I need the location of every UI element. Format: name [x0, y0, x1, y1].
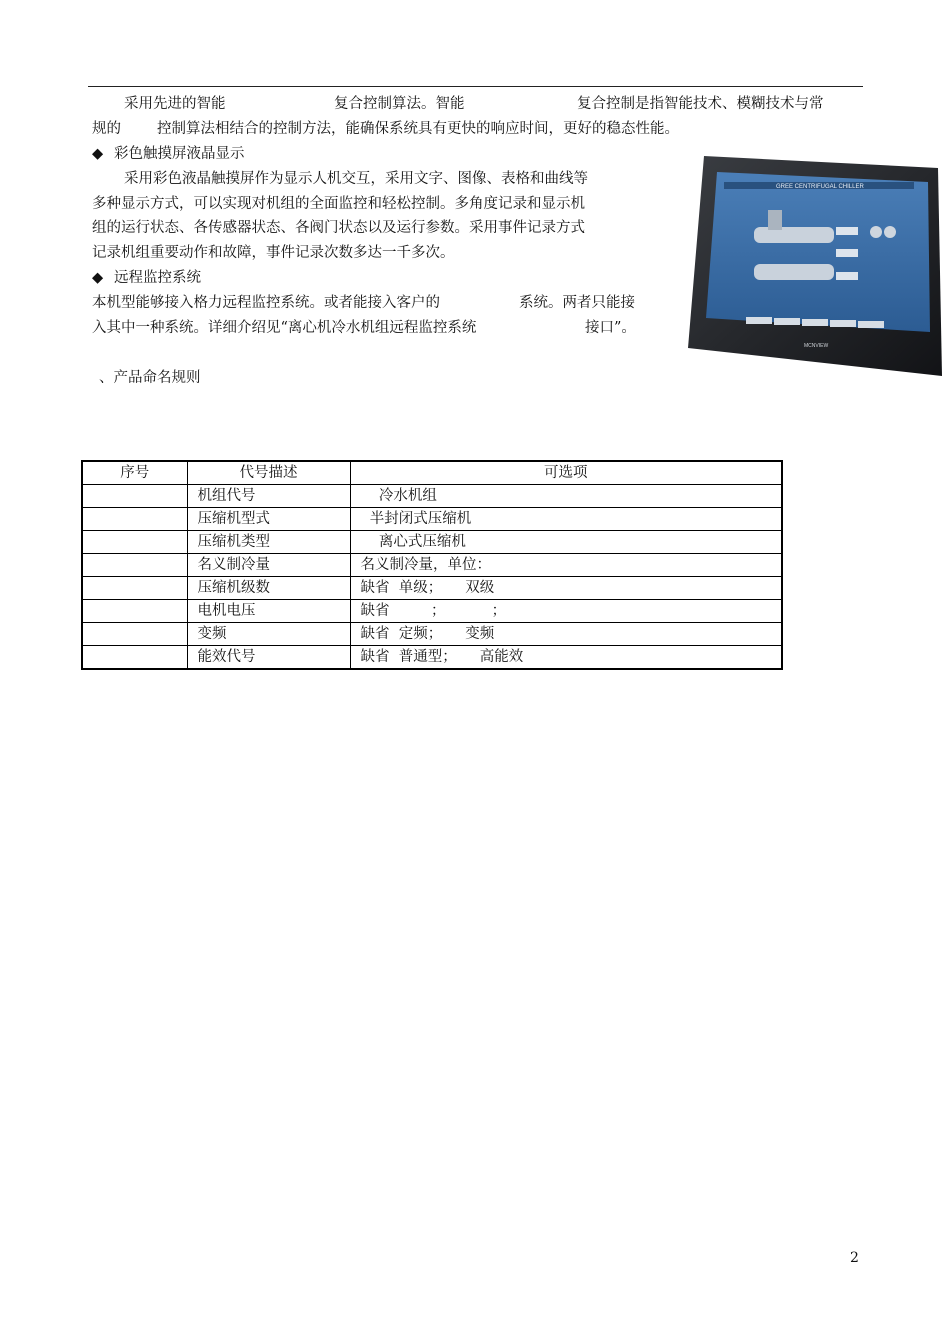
- header-rule: [88, 86, 863, 87]
- table-cell: [82, 554, 187, 577]
- table-header-cell: 可选项: [350, 461, 782, 485]
- table-cell: 压缩机级数: [187, 577, 350, 600]
- remote-line1b: 系统。两者只能接: [519, 295, 635, 311]
- touch-line-4: 记录机组重要动作和故障，事件记录次数多达一千多次。: [92, 245, 455, 261]
- readout-1: [836, 227, 858, 235]
- table-cell: 缺省 单级； 双级: [350, 577, 782, 600]
- para1-line2a: 规的: [92, 121, 121, 137]
- remote-line1a: 本机型能够接入格力远程监控系统。或者能接入客户的: [92, 295, 440, 311]
- remote-heading-text: 远程监控系统: [114, 270, 201, 286]
- para1-line1c: 复合控制是指智能技术、模糊技术与常: [577, 96, 824, 112]
- table-header-row: [82, 461, 782, 485]
- table-cell: 变频: [187, 623, 350, 646]
- naming-rule-heading: 、产品命名规则: [99, 370, 201, 386]
- readout-2: [836, 249, 858, 257]
- table-cell: 压缩机类型: [187, 531, 350, 554]
- table-cell: [82, 646, 187, 670]
- naming-rule-table: [81, 460, 783, 670]
- table-row: [82, 623, 782, 646]
- touch-line-3: 组的运行状态、各传感器状态、各阀门状态以及运行参数。采用事件记录方式: [92, 220, 585, 236]
- table-cell: 冷水机组: [350, 485, 782, 508]
- screen-round-button: [884, 226, 896, 238]
- table-header-cell: 代号描述: [187, 461, 350, 485]
- screen-title: GREE CENTRIFUGAL CHILLER: [776, 184, 864, 190]
- table-cell: 机组代号: [187, 485, 350, 508]
- table-cell: 半封闭式压缩机: [350, 508, 782, 531]
- touch-panel-image: [684, 152, 946, 384]
- table-cell: [82, 623, 187, 646]
- table-cell: [82, 600, 187, 623]
- table-cell: 缺省 定频； 变频: [350, 623, 782, 646]
- touch-section-heading: [92, 144, 245, 164]
- table-cell: [82, 485, 187, 508]
- diamond-bullet-icon: ◆: [92, 146, 104, 162]
- table-cell: [82, 577, 187, 600]
- table-row: [82, 646, 782, 670]
- touch-line-1: 采用彩色液晶触摸屏作为显示人机交互，采用文字、图像、表格和曲线等: [124, 171, 588, 187]
- touch-line-2: 多种显示方式，可以实现对机组的全面监控和轻松控制。多角度记录和显示机: [92, 196, 585, 212]
- table-cell: 离心式压缩机: [350, 531, 782, 554]
- table-cell: 缺省 ； ；: [350, 600, 782, 623]
- table-cell: [82, 508, 187, 531]
- table-cell: 能效代号: [187, 646, 350, 670]
- condenser-shape: [754, 264, 834, 280]
- table-cell: 名义制冷量: [187, 554, 350, 577]
- para1-line1a: 采用先进的智能: [124, 96, 226, 112]
- diamond-bullet-icon: ◆: [92, 270, 104, 286]
- remote-line2b: 接口”。: [585, 320, 636, 336]
- table-cell: [82, 531, 187, 554]
- device-screen: [706, 172, 930, 332]
- device-brand: MCNVIEW: [804, 343, 829, 349]
- table-row: [82, 508, 782, 531]
- compressor-shape: [768, 210, 782, 230]
- page-number: 2: [850, 1250, 859, 1266]
- table-row: [82, 554, 782, 577]
- table-row: [82, 577, 782, 600]
- para1-line1b: 复合控制算法。智能: [334, 96, 465, 112]
- table-cell: 压缩机型式: [187, 508, 350, 531]
- table-row: [82, 531, 782, 554]
- screen-round-button: [870, 226, 882, 238]
- touch-heading-text: 彩色触摸屏液晶显示: [114, 146, 245, 162]
- table-header-cell: 序号: [82, 461, 187, 485]
- evaporator-shape: [754, 227, 834, 243]
- remote-section-heading: [92, 268, 201, 288]
- table-row: [82, 485, 782, 508]
- readout-3: [836, 272, 858, 280]
- table-row: [82, 600, 782, 623]
- table-cell: 电机电压: [187, 600, 350, 623]
- para1-line2b: 控制算法相结合的控制方法，能确保系统具有更快的响应时间，更好的稳态性能。: [157, 121, 679, 137]
- table-cell: 名义制冷量，单位：: [350, 554, 782, 577]
- table-cell: 缺省 普通型； 高能效: [350, 646, 782, 670]
- remote-line2a: 入其中一种系统。详细介绍见“离心机冷水机组远程监控系统: [92, 320, 477, 336]
